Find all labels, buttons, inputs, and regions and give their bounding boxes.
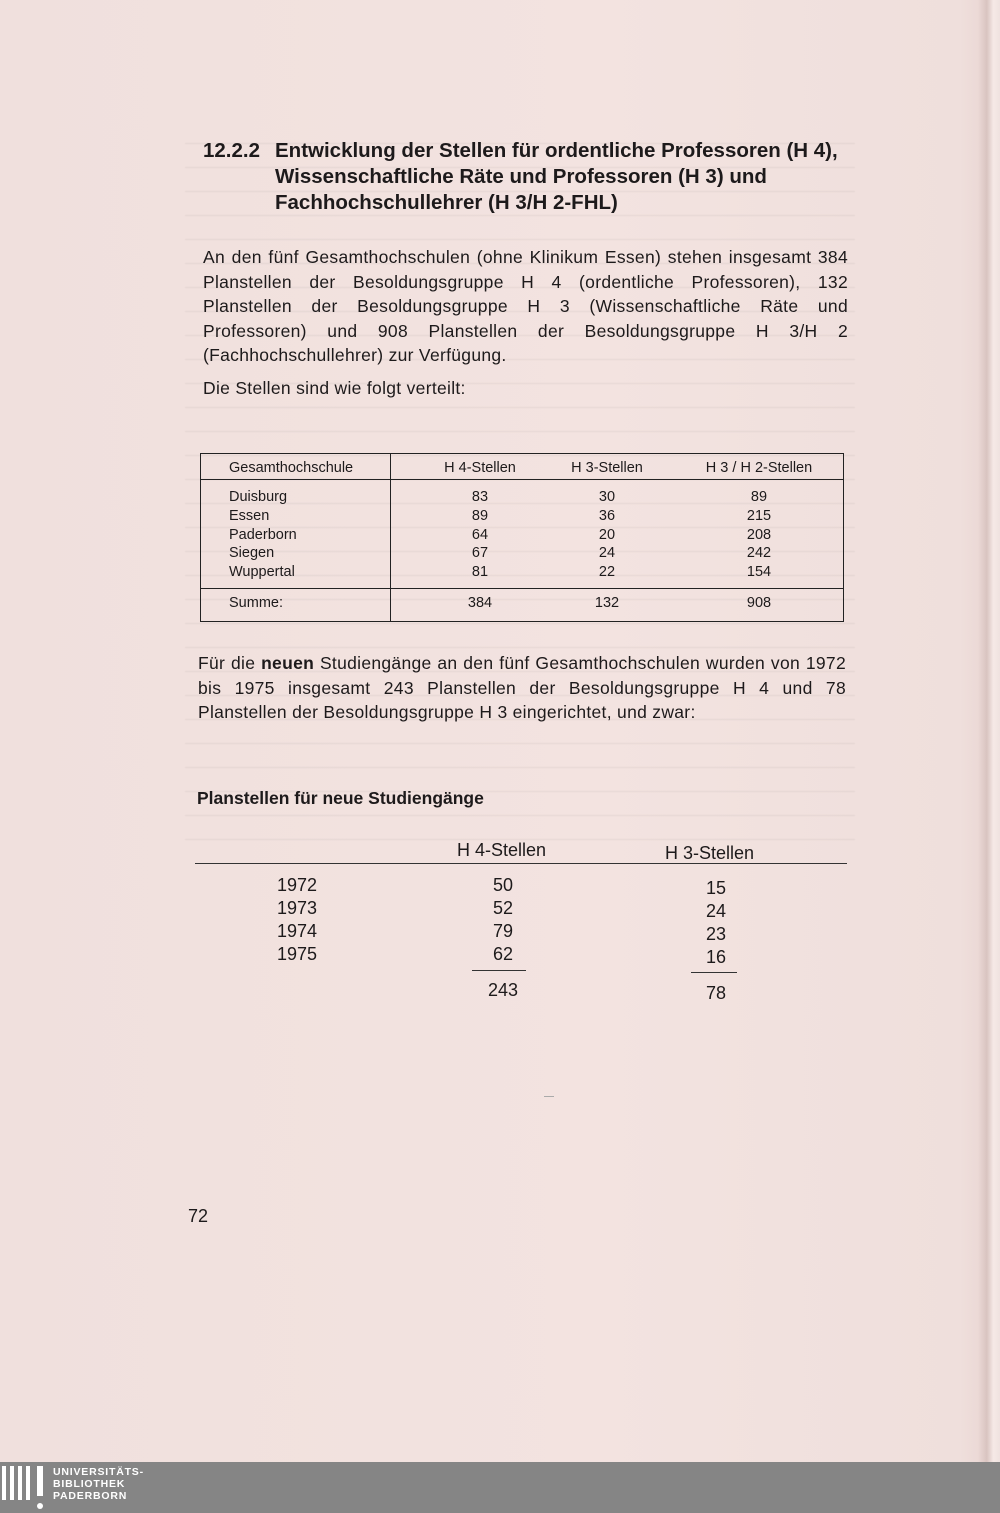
sum-value: 384 [467, 595, 493, 611]
total-value: 78 [705, 983, 727, 1003]
section-title: Entwicklung der Stellen für ordentliche Professoren (H 4), Wissenschaftliche Räte und Professoren (H 3) und Fachhochschullehrer (H 3/H 2-FHL) [275, 139, 838, 214]
cell-value: 154 [746, 564, 772, 581]
row-label: Essen [229, 507, 270, 524]
header-rule [195, 863, 847, 864]
column-header: Gesamthochschule [229, 460, 354, 476]
cell-value: 52 [492, 898, 514, 918]
row-label: Wuppertal [229, 564, 295, 581]
cell-value: 67 [471, 545, 489, 562]
table-row [201, 545, 843, 564]
cell-value: 89 [471, 507, 489, 524]
table-row [201, 564, 843, 583]
table-row [195, 875, 847, 898]
year-label: 1975 [277, 944, 318, 964]
cell-value: 15 [705, 878, 727, 898]
cell-value: 208 [746, 526, 772, 543]
table-row [195, 944, 847, 967]
cell-value: 22 [598, 564, 616, 581]
cell-value: 24 [705, 901, 727, 921]
cell-value: 16 [705, 947, 727, 967]
section-number: 12.2.2 [203, 139, 260, 162]
sum-rule [691, 972, 737, 973]
sum-rule [472, 970, 526, 971]
paragraph-intro: An den fünf Gesamthochschulen (ohne Klinikum Essen) stehen insgesamt 384 Planstellen der Besoldungsgruppe H 4 (ordentliche Professoren), 132 Planstellen der Besoldungsgruppe H 3 (Wissenschaftliche Räte und Professoren) und 908 Planstellen der Besoldungsgruppe H 3/H 2 (Fachhochschullehrer) zur Verfügung. [203, 247, 848, 365]
table-divider [201, 479, 843, 480]
table-divider [201, 588, 843, 589]
column-header: H 3-Stellen [665, 843, 755, 863]
page-number: 72 [188, 1206, 209, 1226]
page-edge-shadow [978, 0, 1000, 1462]
positions-table [200, 453, 844, 622]
cell-value: 30 [598, 489, 616, 505]
cell-value: 64 [471, 526, 489, 543]
column-header: H 4-Stellen [457, 840, 547, 860]
sum-value: 908 [746, 595, 772, 611]
logo-dot-icon [37, 1503, 43, 1509]
paragraph-new-programs [198, 651, 846, 725]
row-label: Paderborn [229, 526, 297, 543]
cell-value: 83 [471, 489, 489, 505]
cell-value: 79 [492, 921, 514, 941]
cell-value: 81 [471, 564, 489, 581]
table-body [201, 489, 843, 583]
sum-value: 132 [594, 595, 620, 611]
table-row [195, 898, 847, 921]
year-label: 1973 [277, 898, 318, 918]
table-row [201, 527, 843, 546]
new-programs-table [195, 836, 847, 1016]
column-header: H 4-Stellen [444, 460, 516, 476]
cell-value: 89 [750, 489, 768, 505]
year-label: 1972 [277, 875, 318, 895]
row-label: Duisburg [229, 489, 288, 505]
row-label: Siegen [229, 545, 275, 562]
table-row [201, 489, 843, 508]
cell-value: 24 [598, 545, 616, 562]
column-header: H 3-Stellen [571, 460, 643, 476]
cell-value: 36 [598, 507, 616, 524]
cell-value: 62 [492, 944, 514, 964]
library-name [53, 1466, 144, 1502]
table-title: Planstellen für neue Studiengänge [197, 788, 484, 808]
column-header: H 3 / H 2-Stellen [705, 460, 813, 476]
paragraph-distribution: Die Stellen sind wie folgt verteilt: [203, 378, 466, 398]
library-footer [0, 1462, 1000, 1513]
library-name-line: PADERBORN [53, 1490, 128, 1502]
total-value: 243 [487, 980, 519, 1000]
cell-value: 50 [492, 875, 514, 895]
cell-value: 215 [746, 507, 772, 524]
stray-mark [544, 1096, 554, 1097]
table-row [195, 921, 847, 944]
paragraph-text: Für die [198, 653, 262, 673]
year-label: 1974 [277, 921, 318, 941]
table-row [201, 508, 843, 527]
cell-value: 23 [705, 924, 727, 944]
cell-value: 20 [598, 526, 616, 543]
cell-value: 242 [746, 545, 772, 562]
library-name-line: UNIVERSITÄTS- [53, 1466, 144, 1478]
library-name-line: BIBLIOTHEK [53, 1478, 126, 1490]
paragraph-text: Studiengänge an den fünf Gesamthochschulen wurden von 1972 bis 1975 insgesamt 243 Planstellen der Besoldungsgruppe H 4 und 78 Planstellen der Besoldungsgruppe H 3 eingerichtet, und zwar: [198, 653, 846, 722]
emphasis-text: neuen [261, 653, 315, 673]
sum-label: Summe: [229, 595, 283, 611]
